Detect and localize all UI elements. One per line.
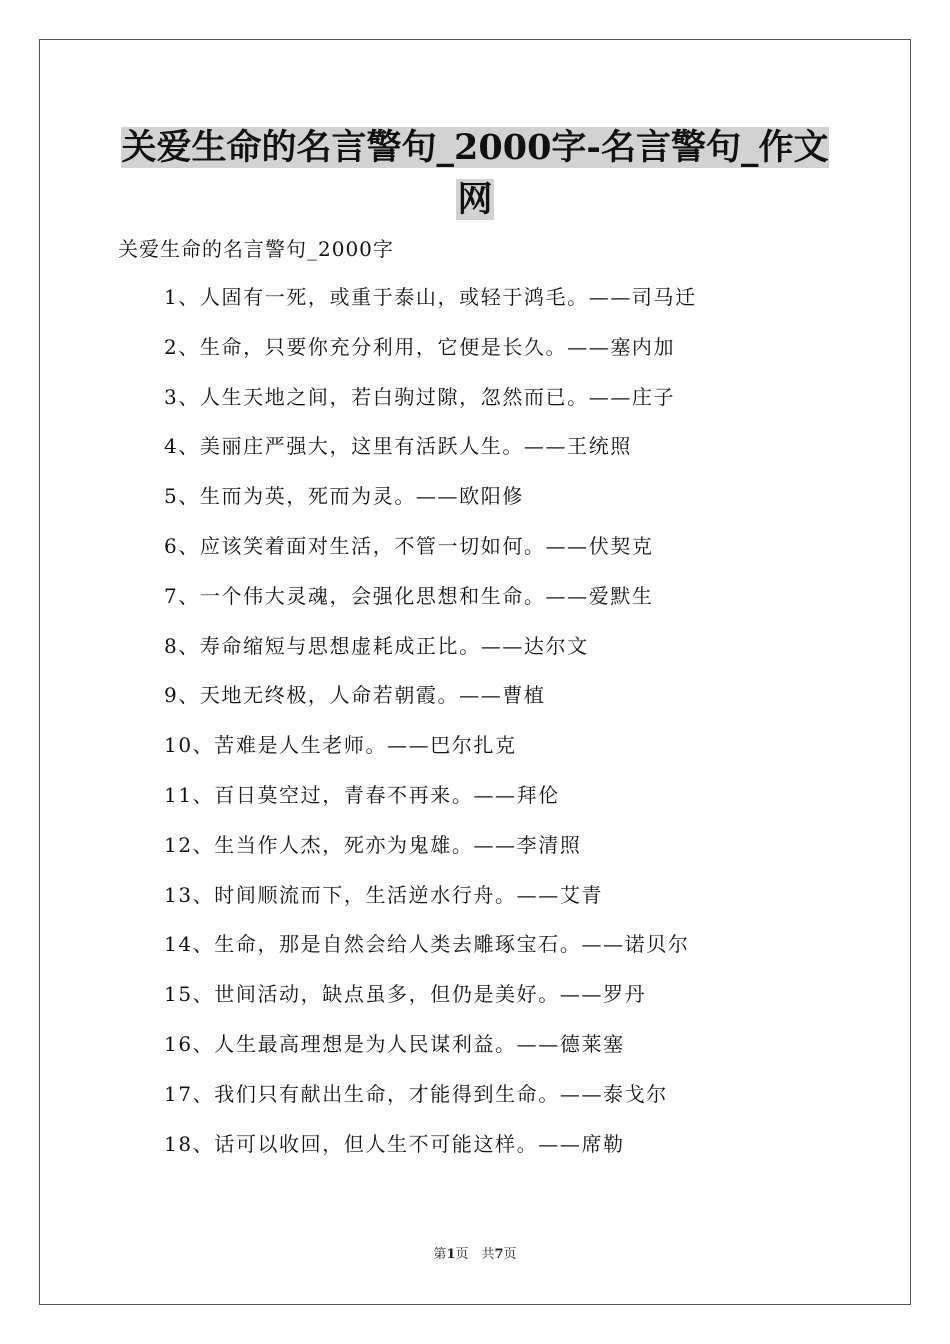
quote-item: 18、话可以收回，但人生不可能这样。——席勒: [164, 1131, 625, 1156]
quote-item: 3、人生天地之间，若白驹过隙，忽然而已。——庄子: [164, 384, 676, 409]
quote-item: 12、生当作人杰，死亦为鬼雄。——李清照: [164, 832, 582, 857]
quote-list: [164, 282, 697, 1178]
quote-item: 7、一个伟大灵魂，会强化思想和生命。——爱默生: [164, 583, 654, 608]
page-footer: [0, 1246, 950, 1264]
document-subtitle: 关爱生命的名言警句_2000字: [118, 237, 394, 261]
footer-page-suffix: 页: [503, 1247, 517, 1262]
quote-item: 14、生命，那是自然会给人类去雕琢宝石。——诺贝尔: [164, 932, 690, 957]
document-title-line1: 关爱生命的名言警句_2000字-名言警句_作文: [121, 127, 829, 168]
quote-item: 11、百日莫空过，青春不再来。——拜伦: [164, 782, 560, 807]
quote-item: 16、人生最高理想是为人民谋利益。——德莱塞: [164, 1031, 625, 1056]
footer-page-current: 1: [446, 1247, 456, 1262]
quote-item: 1、人固有一死，或重于泰山，或轻于鸿毛。——司马迁: [164, 285, 697, 309]
quote-item: 13、时间顺流而下，生活逆水行舟。——艾青: [164, 882, 604, 907]
footer-page-mid: 页 共: [455, 1247, 495, 1262]
quote-item: 8、寿命缩短与思想虚耗成正比。——达尔文: [164, 633, 589, 658]
quote-item: 10、苦难是人生老师。——巴尔扎克: [164, 733, 517, 758]
document-title: [60, 122, 890, 226]
quote-item: 4、美丽庄严强大，这里有活跃人生。——王统照: [164, 434, 632, 459]
quote-item: 9、天地无终极，人命若朝霞。——曹植: [164, 683, 546, 708]
quote-item: 5、生而为英，死而为灵。——欧阳修: [164, 484, 524, 509]
quote-item: 6、应该笑着面对生活，不管一切如何。——伏契克: [164, 533, 654, 558]
footer-page-total: 7: [494, 1247, 504, 1262]
quote-item: 2、生命，只要你充分利用，它便是长久。——塞内加: [164, 334, 676, 359]
footer-page-prefix: 第: [433, 1247, 447, 1262]
quote-item: 15、世间活动，缺点虽多，但仍是美好。——罗丹: [164, 982, 647, 1007]
quote-item: 17、我们只有献出生命，才能得到生命。——泰戈尔: [164, 1081, 668, 1106]
document-title-line2: 网: [457, 179, 493, 220]
